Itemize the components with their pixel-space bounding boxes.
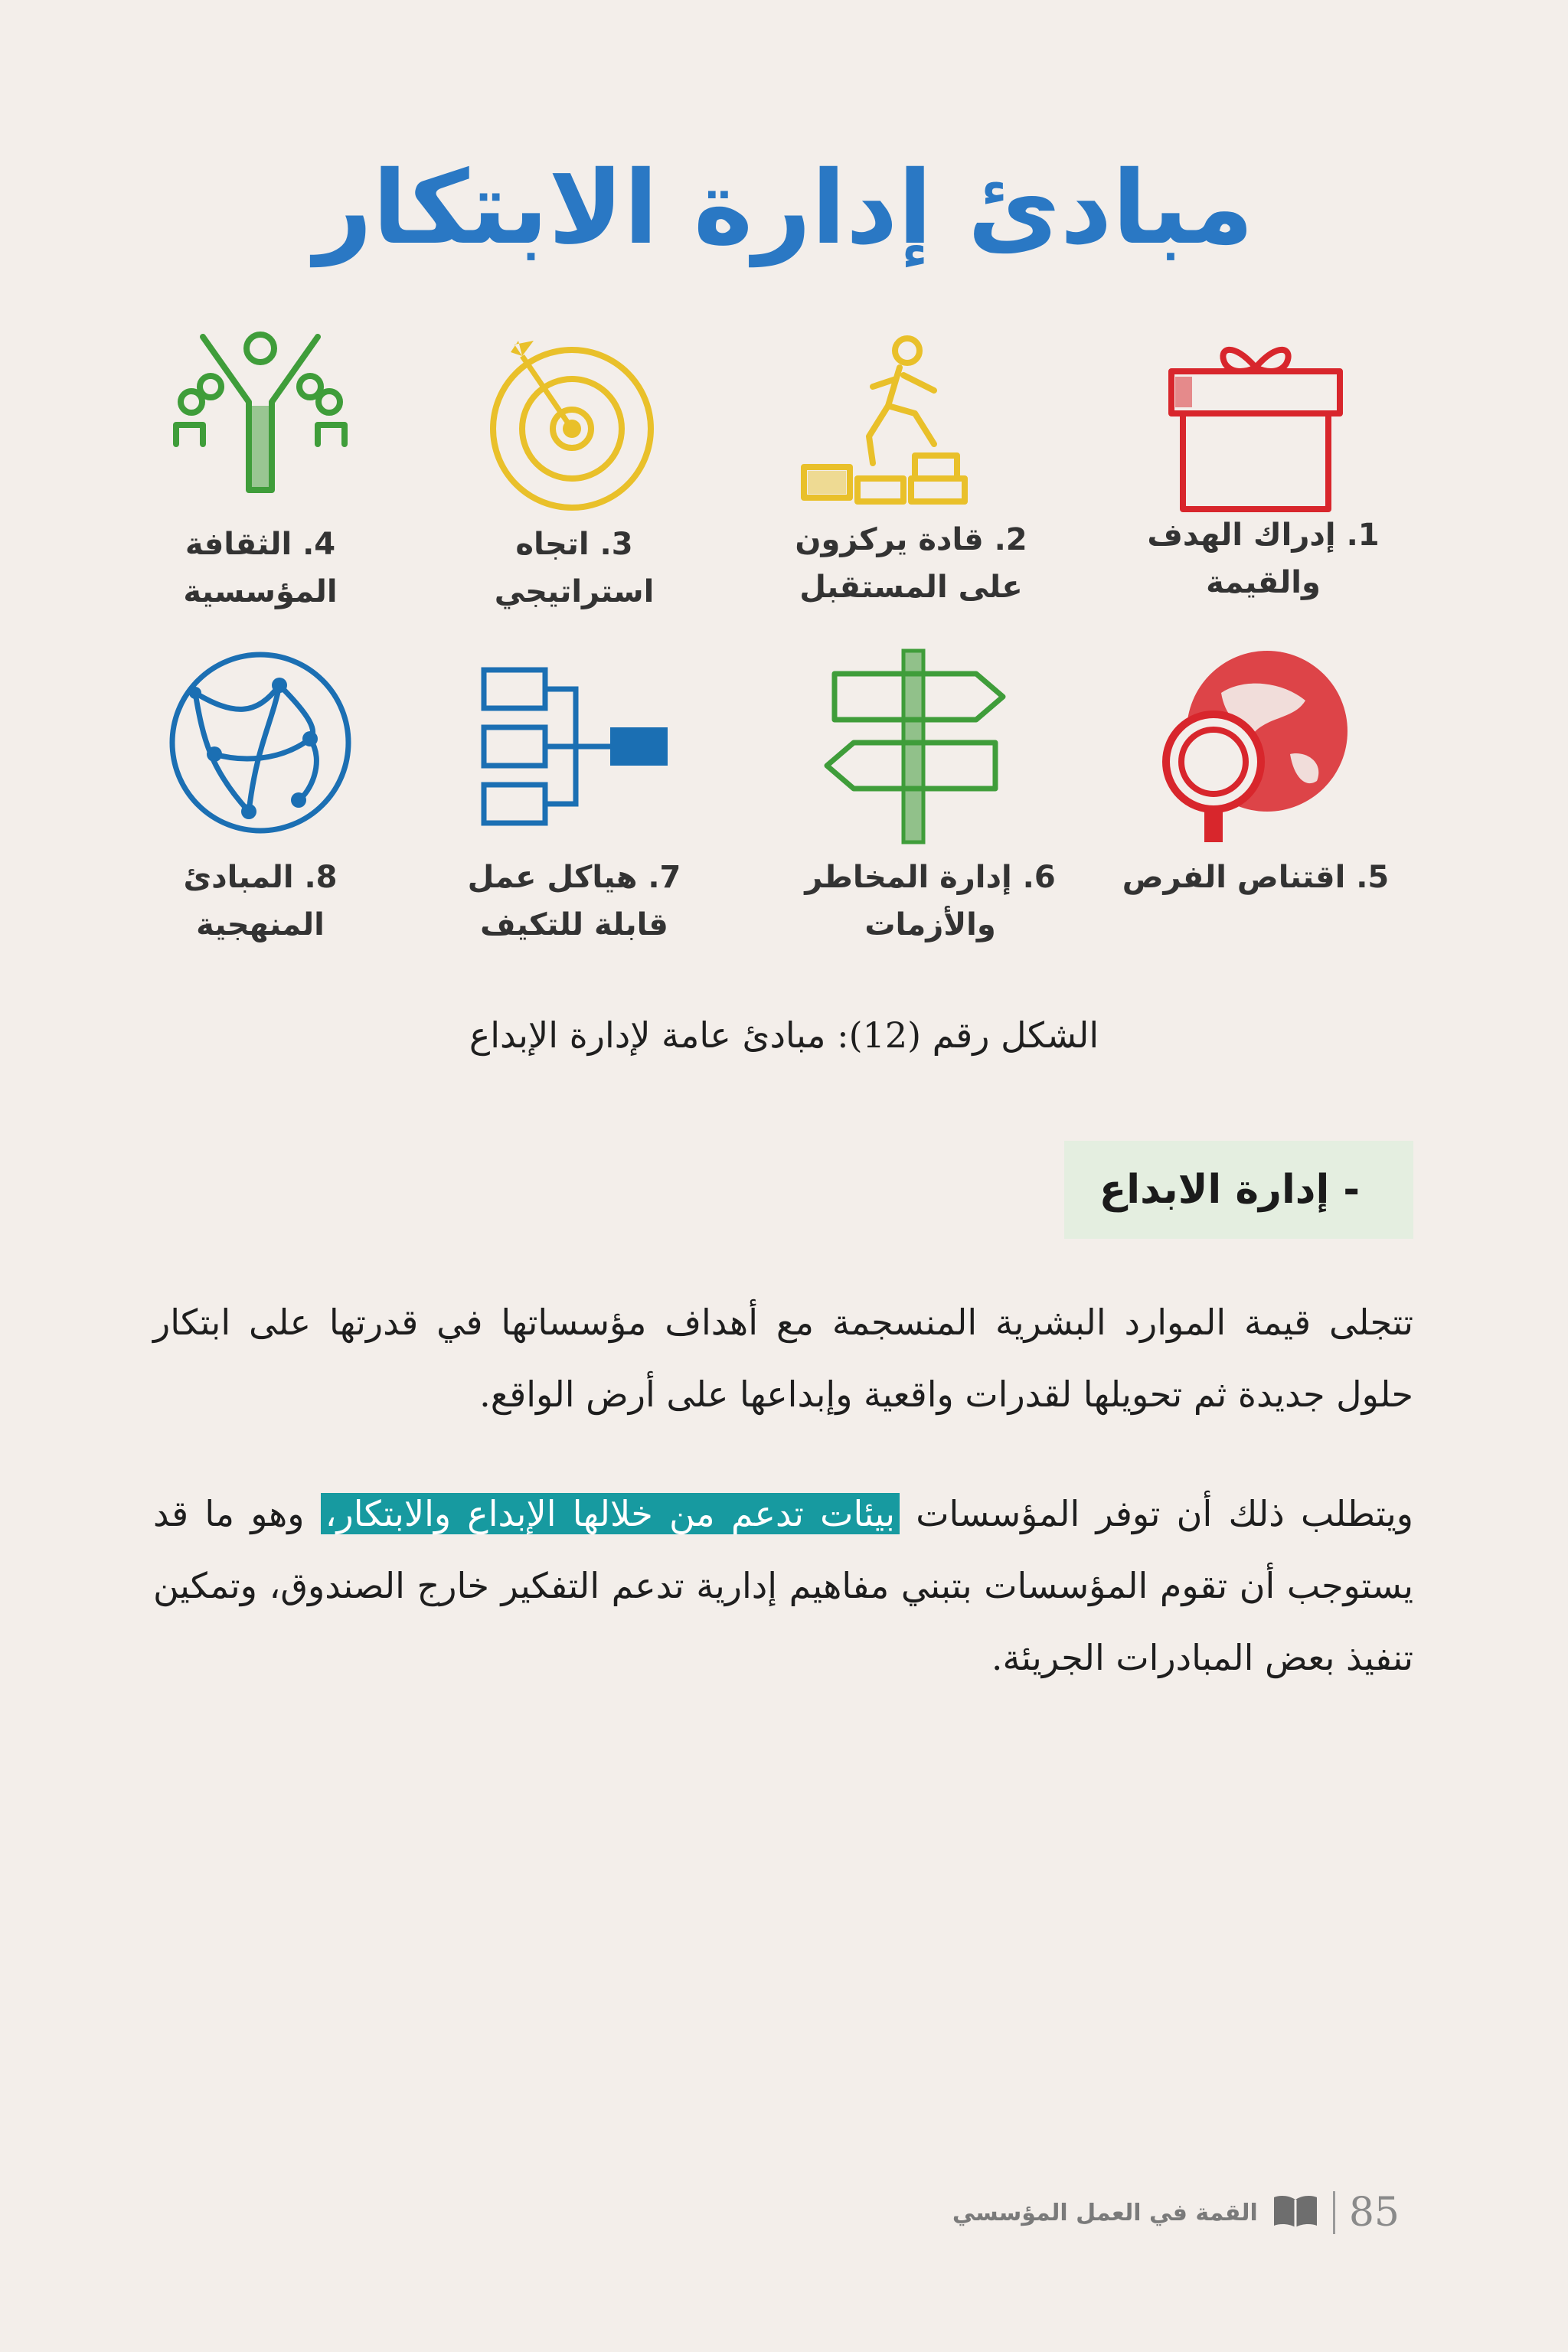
page-title: مبادئ إدارة الابتكار [314,149,1254,267]
page-number: 85 [1348,2190,1400,2236]
network-globe-icon [157,647,364,846]
book-title: القمة في العمل المؤسسي [952,2199,1258,2226]
principle-1-label: 1. إدراك الهدف والقيمة [1147,518,1380,600]
climbing-steps-icon [800,322,1007,521]
book-icon [1272,2194,1319,2232]
people-culture-icon [157,322,364,521]
principle-8-label: 8. المبادئ المنهجية [183,860,338,942]
highlighted-text: بيئات تدعم من خلالها الإبداع والابتكار، [321,1493,900,1534]
principle-7-label: 7. هياكل عمل قابلة للتكيف [467,860,681,942]
section-heading: - إدارة الابداع [1064,1141,1413,1239]
principle-4-label: 4. الثقافة المؤسسية [183,527,338,609]
page-footer [952,2190,1400,2236]
org-structure-icon [469,647,675,846]
principle-3-label: 3. اتجاه استراتيجي [494,527,655,609]
principle-5-label: 5. اقتناص الفرص [1122,860,1390,895]
globe-magnifier-icon [1152,647,1359,846]
paragraph-1: تتجلى قيمة الموارد البشرية المنسجمة مع أهداف مؤسساتها في قدرتها على ابتكار حلول جديدة ثم تحويلها لقدرات واقعية وإبداعها على أرض الواقع. [153,1302,1413,1415]
signpost-icon [812,647,1018,846]
figure-caption: الشكل رقم (12): مبادئ عامة لإدارة الإبداع [469,1014,1099,1056]
target-icon [469,322,675,521]
principle-6-label: 6. إدارة المخاطر والأزمات [805,860,1056,942]
principle-2-label: 2. قادة يركزون على المستقبل [795,522,1027,605]
paragraph-2: ويتطلب ذلك أن توفر المؤسسات بيئات تدعم من خلالها الإبداع والابتكار، وهو ما قد يستوجب أن تقوم المؤسسات بتبني مفاهيم إدارية تدعم التفكير خارج الصندوق، وتمكين تنفيذ بعض المبادرات الجريئة. [153,1493,1413,1678]
footer-divider [1333,2191,1335,2234]
gift-icon [1152,322,1359,521]
